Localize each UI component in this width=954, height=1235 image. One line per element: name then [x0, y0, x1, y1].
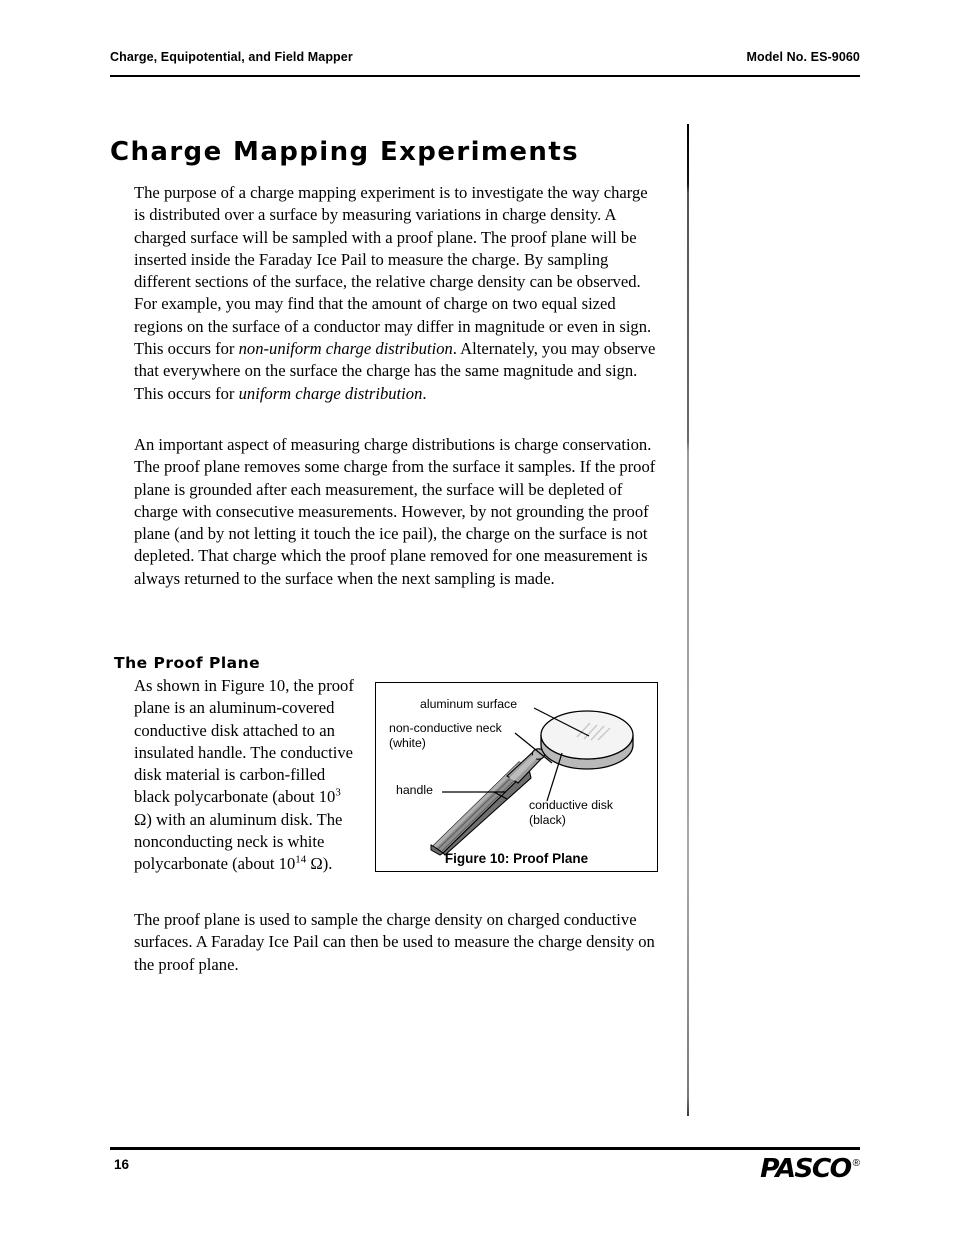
- conductive-disk-icon: [541, 711, 633, 769]
- pasco-logo: [761, 1156, 860, 1182]
- figure-label-disk-line1: conductive disk: [529, 798, 614, 812]
- exponent-three: 3: [335, 786, 341, 799]
- header-model-number: Model No. ES-9060: [746, 50, 860, 64]
- figure-label-neck-line1: non-conductive neck: [389, 721, 502, 735]
- right-margin-rule: [687, 124, 689, 1116]
- pasco-wordmark: PASCO: [760, 1154, 851, 1184]
- emphasis-uniform: uniform charge distribution: [238, 383, 423, 403]
- figure-label-disk-line2: (black): [529, 812, 566, 827]
- page-number: 16: [114, 1157, 130, 1172]
- paragraph-proof-plane-part2: Ω) with an aluminum disk. The nonconducting neck is white polycarbonate (about 10: [134, 809, 343, 874]
- paragraph-purpose: [134, 182, 662, 405]
- header-divider: [110, 75, 860, 77]
- figure-caption: Figure 10: Proof Plane: [444, 851, 589, 866]
- paragraph-proof-plane-part1: As shown in Figure 10, the proof plane is an aluminum-covered conductive disk attached to an insulated handle. The conductive disk material is carbon-filled black polycarbonate (about 10: [134, 676, 354, 807]
- paragraph-purpose-part2: . Alternately, you may observe that everywhere on the surface the charge has the same magnitude and sign. This occurs for: [134, 339, 656, 403]
- figure-label-aluminum-surface: aluminum surface: [420, 697, 518, 711]
- paragraph-sampling-usage: The proof plane is used to sample the charge density on charged conductive surfaces. A Faraday Ice Pail can then be used to measure the charge density on the proof plane.: [134, 910, 655, 974]
- figure-label-neck-line2: (white): [389, 735, 426, 750]
- paragraph-proof-plane-description: [134, 675, 362, 876]
- figure-label-conductive-disk: [529, 798, 613, 827]
- paragraph-charge-conservation: An important aspect of measuring charge distributions is charge conservation. The proof plane removes some charge from the surface it samples. If the proof plane is grounded after each measurement, the surface will be depleted of charge with consecutive measurements. However, by not grounding the proof plane (and by not letting it touch the ice pail), the charge on the surface is not depleted. That charge which the proof plane removed for one measurement is always returned to the surface when the next sampling is made.: [134, 435, 656, 588]
- footer-divider: [110, 1147, 860, 1150]
- page-header: [110, 50, 860, 64]
- page-title: Charge Mapping Experiments: [110, 137, 580, 168]
- paragraph-purpose-part1: The purpose of a charge mapping experiment is to investigate the way charge is distributed over a surface by measuring variations in charge density. A charged surface will be sampled with a proof plane. The proof plane will be inserted inside the Faraday Ice Pail to measure the charge. By sampling different sections of the surface, the relative charge density can be observed. For example, you may find that the amount of charge on two equal sized regions on the surface of a conductor may differ in magnitude or even in sign. This occurs for: [134, 183, 652, 359]
- exponent-fourteen: 14: [295, 853, 307, 866]
- registered-trademark-icon: ®: [852, 1158, 860, 1169]
- figure-label-handle: handle: [396, 783, 433, 797]
- subheading-the-proof-plane: The Proof Plane: [114, 653, 261, 672]
- header-title-left: Charge, Equipotential, and Field Mapper: [110, 50, 353, 64]
- paragraph-purpose-part3: .: [422, 383, 427, 403]
- figure-10-proof-plane: [375, 682, 658, 872]
- emphasis-non-uniform: non-uniform charge distribution: [238, 339, 453, 359]
- figure-label-non-conductive-neck: [389, 721, 502, 750]
- paragraph-proof-plane-part3: Ω).: [306, 854, 333, 874]
